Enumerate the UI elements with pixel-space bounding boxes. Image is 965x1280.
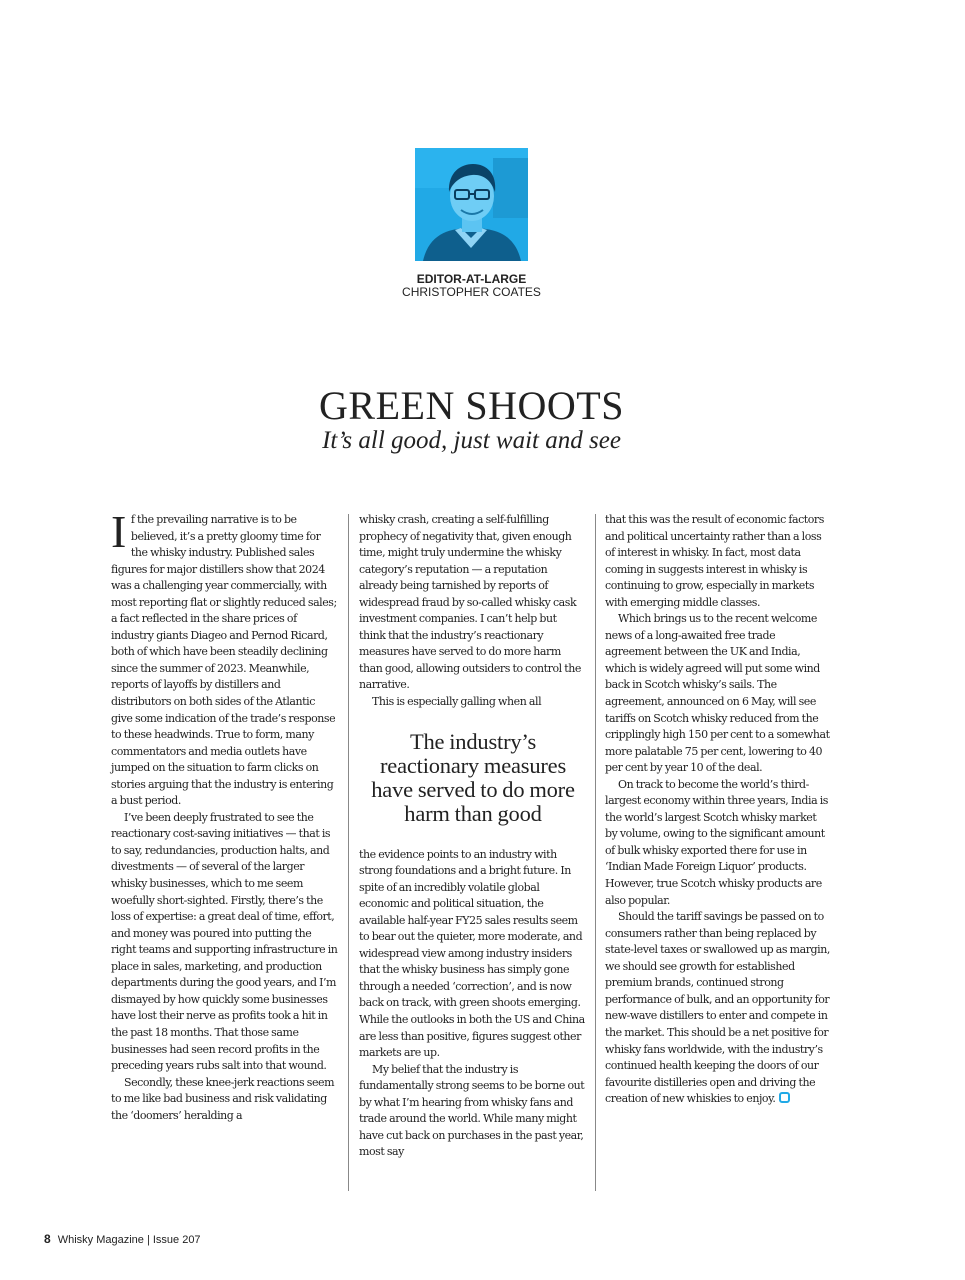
paragraph: On track to become the world’s third-largest economy within three years, India is the world’s largest Scotch whisky market by volume, owing to the significant amount of bulk whisky exported there for use in ‘Indian Made Foreign Liquor’ products. However, true Scotch whisky products are also popular.	[605, 777, 828, 907]
article-column-3	[605, 512, 831, 1108]
byline-name: CHRISTOPHER COATES	[402, 285, 541, 299]
publication-name: Whisky Magazine | Issue 207	[57, 1234, 201, 1246]
author-portrait	[415, 148, 528, 261]
paragraph	[605, 909, 831, 1108]
paragraph	[111, 506, 338, 810]
paragraph: that this was the result of economic factors and political uncertainty rather than a loss of interest in whisky. In fact, most data coming in suggests interest in whisky is continuing to grow, especially in markets with emerging middle classes.	[605, 513, 824, 609]
byline-role: EDITOR-AT-LARGE	[416, 272, 527, 286]
paragraph: whisky crash, creating a self-fulfilling prophecy of negativity that, given enough time, might truly undermine the whisky category’s reputation — a reputation already being tarnished by reports of widespread fraud by so-called whisky cask investment companies. I can’t help but think that the industry’s reactionary measures have served to do more harm than good, allowing outsiders to control the narrative.	[359, 513, 581, 692]
column-divider	[348, 514, 349, 1191]
article-headline: GREEN SHOOTS	[319, 383, 624, 428]
article-column-2	[359, 512, 585, 1161]
paragraph: the evidence points to an industry with strong foundations and a bright future. In spite of an incredibly volatile global economic and political situation, the available half-year FY25 sales results seem to bear out the quieter, more moderate, and widespread view among industry insiders that the whisky business has simply gone through a needed ‘correction’, and is now back on track, with green shoots emerging. While the outlooks in both the US and China are less than positive, figures suggest other markets are up.	[359, 847, 585, 1060]
article-standfirst: It’s all good, just wait and see	[322, 427, 621, 454]
paragraph: My belief that the industry is fundamentally strong seems to be borne out by what I’m hearing from whisky fans and trade around the world. While many might have cut back on purchases in the past year, most say	[359, 1062, 585, 1159]
paragraph-text: Should the tariff savings be passed on to consumers rather than being replaced by state-level taxes or swallowed up as margin, we should see growth for established premium brands, continued strong performance of bulk, and an opportunity for new-wave distillers to enter and compete in the market. This should be a net positive for whisky fans worldwide, with the industry’s continued health keeping the doors of our favourite distilleries open and driving the creation of new whiskies to enjoy.	[605, 910, 830, 1106]
column-divider	[595, 514, 596, 1191]
pull-quote: The industry’s reactionary measures have served to do more harm than good	[371, 728, 575, 826]
paragraph: This is especially galling when all	[372, 695, 542, 709]
page-footer	[44, 1232, 201, 1246]
paragraph: I’ve been deeply frustrated to see the reactionary cost-saving initiatives — that is to say, redundancies, production halts, and divestments — of several of the larger whisky businesses, which to me seem woefully short-sighted. Firstly, there’s the loss of expertise: a great deal of time, effort, and money was poured into putting the right teams and supporting infrastructure in place in sales, marketing, and production departments during the good years, and I’m dismayed by how quickly some businesses have lost their nerve as profits took a hit in the past 18 months. That those same businesses had seen record profits in the preceding years rubs salt into that wound.	[111, 810, 338, 1073]
paragraph: Secondly, these knee-jerk reactions seem to me like bad business and risk validating the ‘doomers’ heralding a	[111, 1075, 335, 1122]
end-of-article-icon	[779, 1092, 790, 1103]
paragraph-text: f the prevailing narrative is to be believed, it’s a pretty gloomy time for the whisky industry. Published sales figures for major distillers show that 2024 was a challenging year commercially, with most reporting flat or slightly reduced sales; a fact reflected in the share prices of industry giants Diageo and Pernod Ricard, both of which have been steadily declining since the summer of 2023. Meanwhile, reports of layoffs by distillers and distributors on both sides of the Atlantic give some indication of the trade’s response to these headwinds. True to form, many commentators and media outlets have jumped on the situation to farm clicks on stories arguing that the industry is entering a bust period.	[111, 513, 337, 808]
author-photo	[415, 148, 528, 261]
paragraph: Which brings us to the recent welcome news of a long-awaited free trade agreement between the UK and India, which is widely agreed will put some wind back in Scotch whisky’s sails. The agreement, announced on 6 May, will see tariffs on Scotch whisky reduced from the cripplingly high 150 per cent to a somewhat more palatable 75 per cent, lowering to 40 per cent by year 10 of the deal.	[605, 612, 830, 775]
drop-cap: I	[111, 506, 126, 557]
page-number: 8	[44, 1232, 51, 1246]
article-column-1	[111, 506, 338, 1124]
